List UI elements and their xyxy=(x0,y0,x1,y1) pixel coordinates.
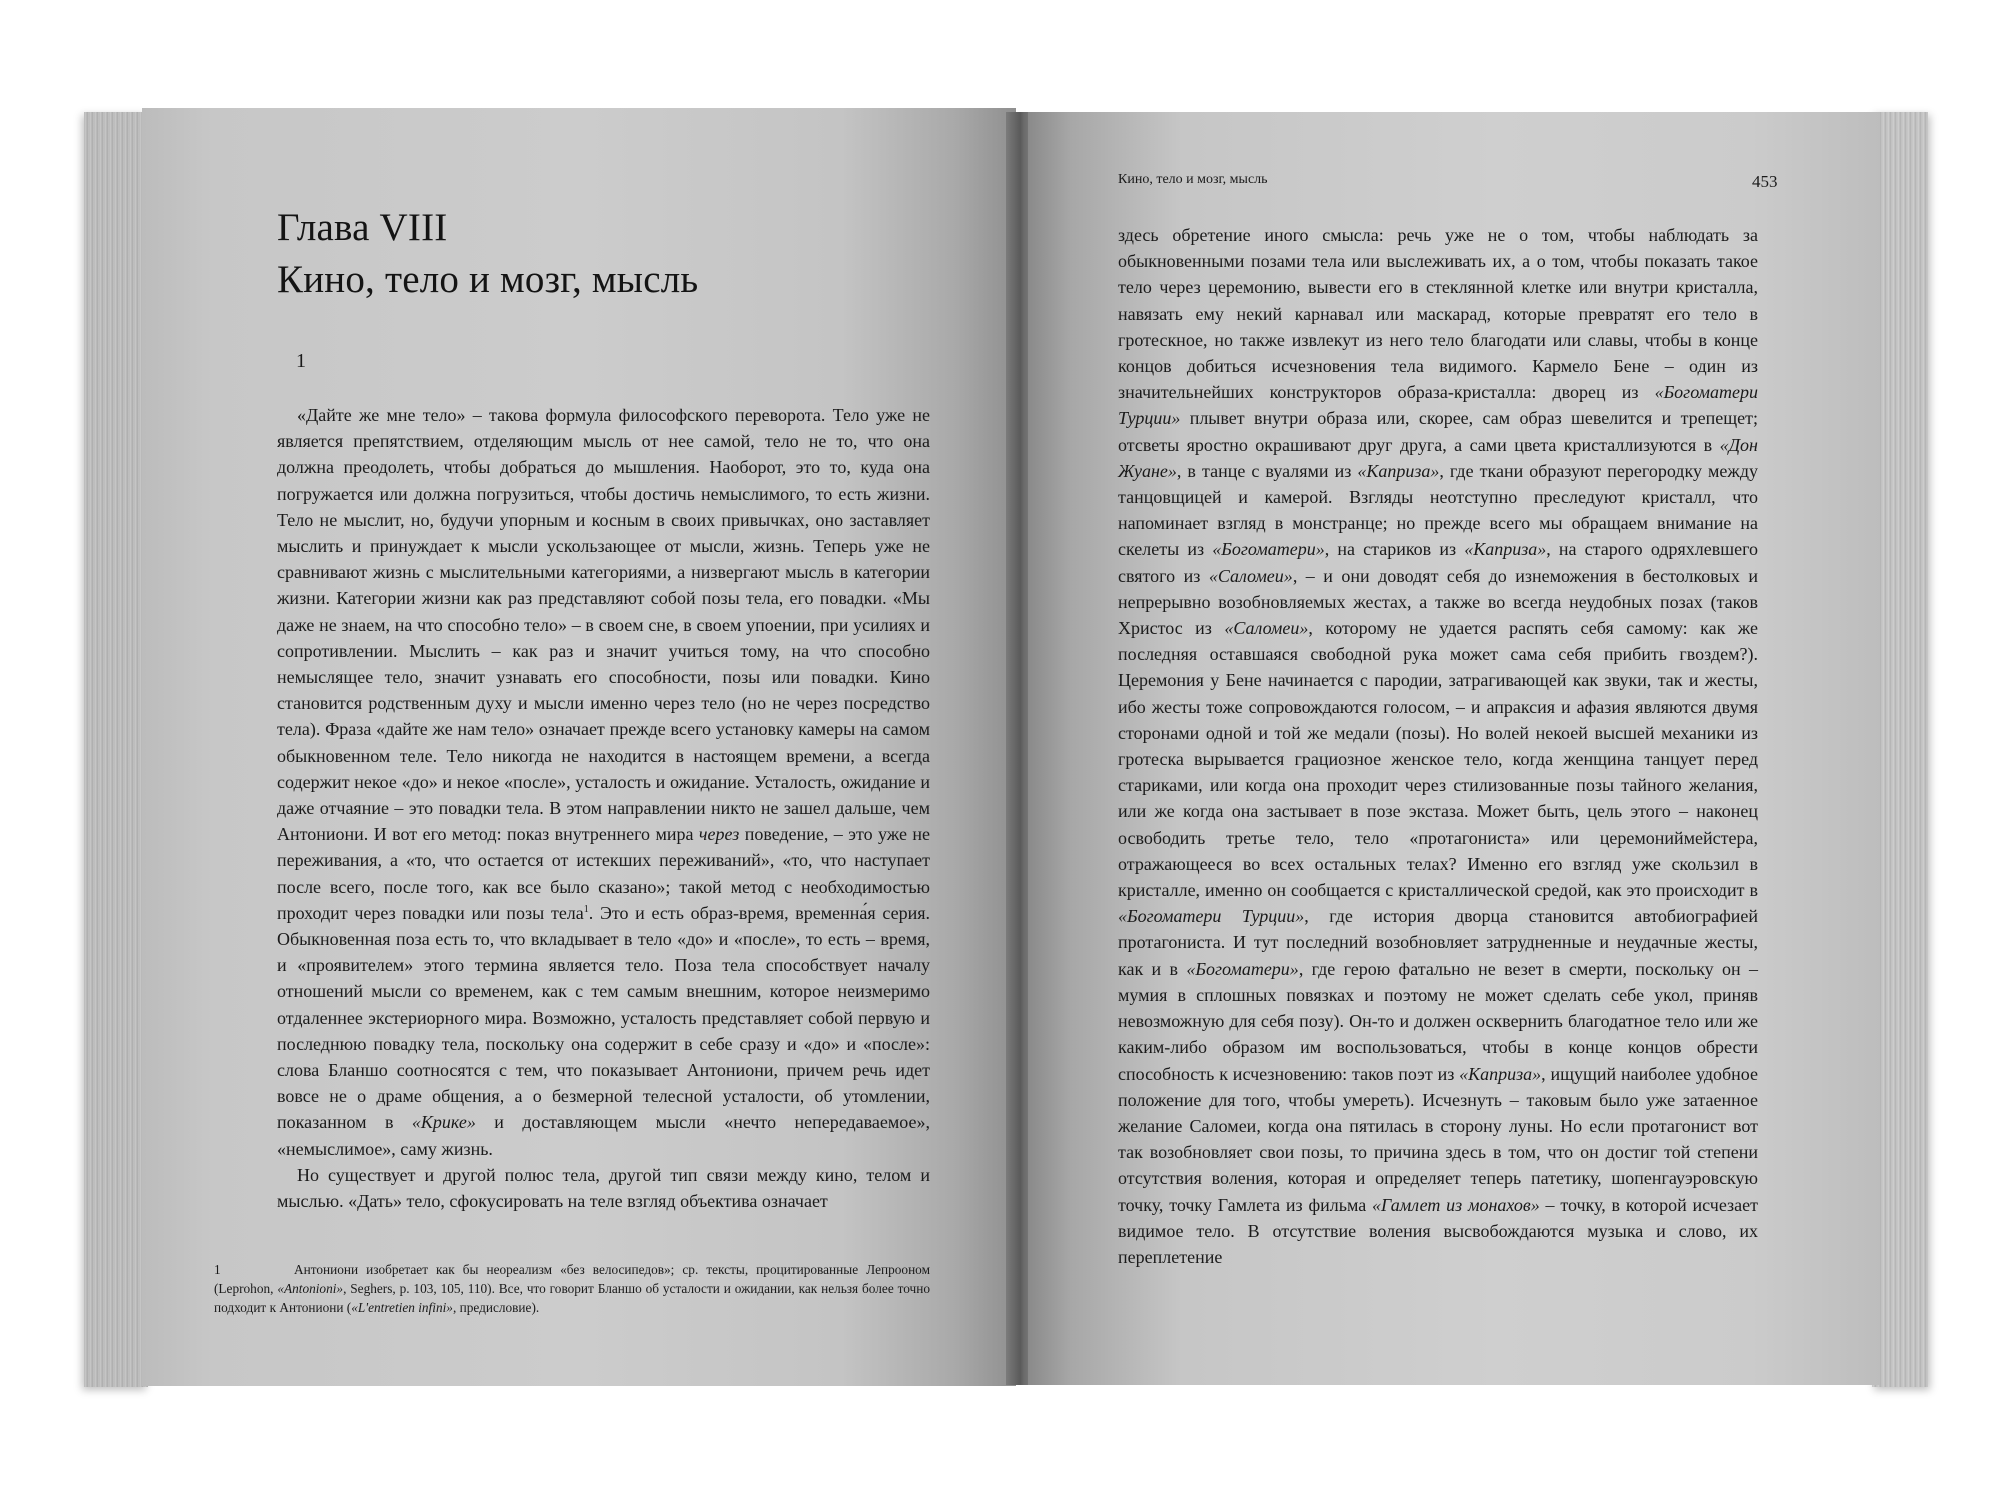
chapter-title: Кино, тело и мозг, мысль xyxy=(277,258,699,301)
italic-title: «Богоматери» xyxy=(1186,958,1299,979)
italic-title: «Каприза» xyxy=(1464,539,1547,560)
text-run: – точку, в которой исчезает видимое тело. В отсутствие воления высвобождаются музыка и слово, их переплетение xyxy=(1118,1194,1758,1267)
chapter-number: Глава VIII xyxy=(277,206,448,249)
running-head: Кино, тело и мозг, мысль xyxy=(1118,172,1268,187)
italic-title: «Гамлет из монахов» xyxy=(1372,1194,1540,1215)
text-run: , ищущий наиболее удобное положение для того, чтобы умереть). Исчезнуть – таковым было уже затаенное желание Саломеи, когда она пятилась в сторону луны. Но если протагонист вот так возобновляет свои позы, то причина здесь в том, что он достиг той степени отсутствия воления, которая и определяет теперь патетику, шопенгауэровскую точку, точку Гамлета из фильма xyxy=(1118,1063,1758,1215)
footnote-number: 1 xyxy=(214,1262,221,1277)
italic-title: «Каприза» xyxy=(1459,1063,1542,1084)
paragraph: Но существует и другой полюс тела, другой тип связи между кино, телом и мыслью. «Дать» тело, сфокусировать на теле взгляд объектива означает xyxy=(277,1164,930,1212)
italic-title: «Богоматери Турции» xyxy=(1118,382,1758,429)
italic-title: «Каприза» xyxy=(1357,460,1440,481)
text-run: , на стариков из xyxy=(1324,539,1465,560)
paragraph xyxy=(1118,222,1758,1270)
italic-title: «Богоматери Турции» xyxy=(1118,906,1305,927)
page-number: 453 xyxy=(1752,172,1778,191)
italic-title: «Саломеи» xyxy=(1224,618,1309,639)
left-page-body xyxy=(277,402,930,1214)
text-run: , где ткани образуют перегородку между танцовщицей и камерой. Взгляды неотступно преследуют кристалл, что напоминает взгляд в монстранце; но прежде всего мы обращаем внимание на скелеты из xyxy=(1118,460,1758,560)
italic-title: «Саломеи» xyxy=(1208,565,1293,586)
left-page-block-edge xyxy=(84,112,148,1387)
section-number: 1 xyxy=(296,350,306,372)
text-run: , – и они доводят себя до изнеможения в бестолковых и непрерывно возобновляемых жестах, а также во всегда неудобных позах (таков Христос из xyxy=(1118,565,1758,639)
text-run: , в танце с вуалями из xyxy=(1176,460,1358,481)
right-page-block-edge xyxy=(1872,112,1928,1387)
footnote-reference[interactable]: 1 xyxy=(583,903,589,915)
italic-title: «Дон Жуане» xyxy=(1118,434,1758,481)
text-run: , где история дворца становится автобиографией протагониста. И тут последний возобновляет затрудненные и неудачные жесты, как и в xyxy=(1118,906,1759,979)
text-run: , где герою фатально не везет в смерти, поскольку он – мумия в сплошных повязках и поэтому не может сделать себе укол, приняв невозможную для себя позу). Он-то и должен осквернить благодатное тело или же каким-либо образом им воспользоваться, чтобы в конце концов обрести способность к исчезновению: таков поэт из xyxy=(1118,958,1758,1084)
text-run: , на старого одряхлевшего святого из xyxy=(1118,539,1759,586)
paragraph: «Дайте же мне тело» – такова формула философского переворота. Тело уже не является препятствием, отделяющим мысль от нее самой, тело не то, что она должна преодолеть, чтобы добраться до мышления. Наоборот, это то, куда она погружается или должна погрузиться, чтобы достичь немыслимого, то есть жизни. Тело не мыслит, но, будучи упорным и косным в своих привычках, оно заставляет мыслить и принуждает к мысли ускользающее от мысли, жизнь. Теперь уже не сравнивают жизнь с мыслительными категориями, а низвергают мысль в категории жизни. Категории жизни как раз представляют собой позы тела, его повадки. «Мы даже не знаем, на что способно тело» – в своем сне, в своем упоении, при усилиях и сопротивлении. Мыслить – как раз и значит учиться тому, на что способно немыслящее тело, значит узнавать его способности, позы или повадки. Кино становится родственным духу и мысли именно через тело (но не через посредство тела). Фраза «дайте же нам тело» означает прежде всего установку камеры на самом обыкновенном теле. Тело никогда не находится в настоящем времени, а всегда содержит некое «до» и некое «после», усталость и ожидание. Усталость, ожидание и даже отчаяние – это повадки тела. В этом направлении никто не зашел дальше, чем Антониони. И вот его метод: показ внутреннего мира через поведение, – это уже не переживания, а «то, что остается от истекших переживаний», «то, что наступает после всего, после того, как все было сказано»; такой метод с необходимостью проходит через повадки или позы тела$^1$. Это и есть образ-время, временна́я серия. Обыкновенная поза есть то, что вкладывает в тело «до» и «после», то есть – время, и «проявителем» этого термина является тело. Поза тела способствует началу отношений мысли со временем, как с тем самым внешним, которое неизмеримо отдаленнее экстериорного мира. Возможно, усталость представляет собой первую и последнюю повадку тела, поскольку она содержит в себе сразу и «до» и «после»: слова Бланшо соотносятся с тем, что показывает Антониони, причем речь идет вовсе не о драме общения, а о безмерной телесной усталости, об утомлении, показанном в «Крике» и доставляющем мысли «нечто непередаваемое», «немыслимое», саму жизнь. xyxy=(277,405,931,1159)
text-run: , которому не удается распять себя самому: как же последняя оставшаяся свободной рука может сама себя прибить гвоздем?). Церемония у Бене начинается с пародии, затрагивающей как звуки, так и жесты, ибо жесты тоже сопровождаются голосом, – и апраксия и афазия являются двумя сторонами одной и той же медали (позы). Но волей некоей высшей механики из гротеска вырывается грациозное женское тело, когда женщина танцует перед стариками, или когда она проходит через стилизованные позы тайного желания, или же когда она застывает в позе экстаза. Может быть, цель этого – наконец освободить третье тело, тело «протагониста» или церемониймейстера, отражающееся во всех остальных телах? Именно его взгляд уже скользил в кристалле, именно он сообщается с кристаллической средой, как это происходит в xyxy=(1118,618,1758,901)
right-page-body xyxy=(1118,222,1758,1270)
footnote: 1 Антониони изобретает как бы неореализм «без велосипедов»; ср. тексты, процитированные Лепрооном (Leprohon, «Antonioni», Seghers, p. 103, 105, 110). Все, что говорит Бланшо об усталости и ожидании, как нельзя более точно подходит к Антониони («L'entretien infini», предисловие). xyxy=(214,1262,930,1315)
text-run: здесь обретение иного смысла: речь уже не о том, чтобы наблюдать за обыкновенными позами тела или выслеживать их, а о том, чтобы показать такое тело через церемонию, вывести его в стеклянной клетке или внутри кристалла, навязать ему некий карнавал или маскарад, которые превратят его тело в гротескное, но также извлекут из него тело благодати или славы, чтобы в конце концов добиться исчезновения тела видимого. Кармело Бене – один из значительнейших конструкторов образа-кристалла: дворец из xyxy=(1118,225,1758,403)
text-run: плывет внутри образа или, скорее, сам образ шевелится и трепещет; отсветы яростно окрашивают друг друга, а сами цвета кристаллизуются в xyxy=(1118,408,1758,455)
italic-title: «Богоматери» xyxy=(1212,539,1325,560)
